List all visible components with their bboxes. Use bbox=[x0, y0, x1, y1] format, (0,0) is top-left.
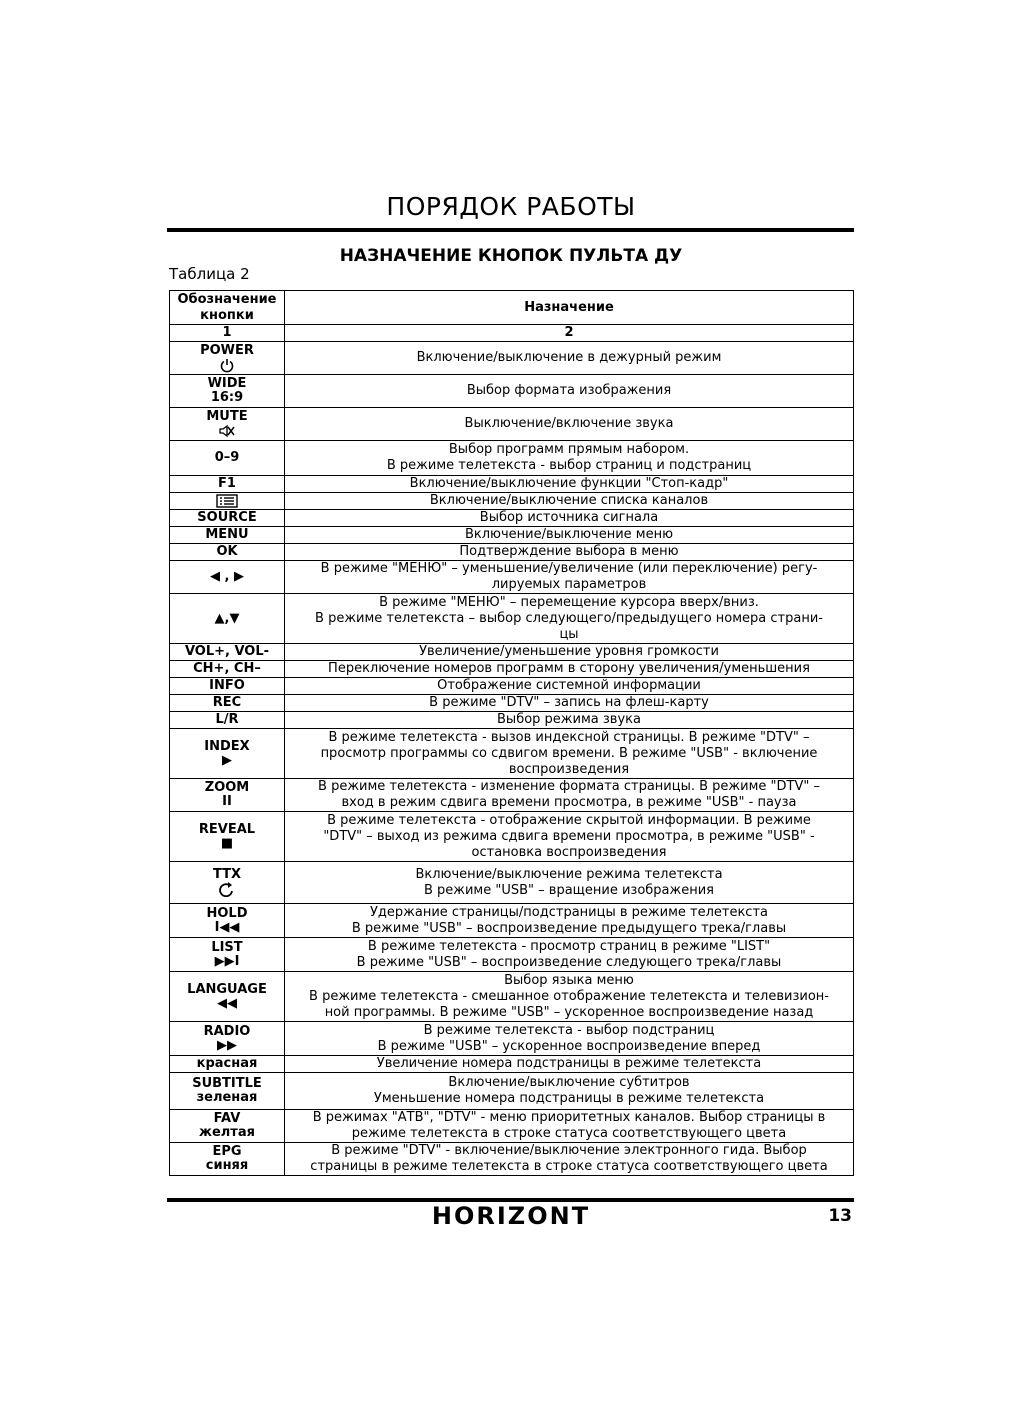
button-purpose: Включение/выключение функции "Стоп-кадр" bbox=[285, 476, 854, 493]
button-purpose: Удержание страницы/подстраницы в режиме телетекста В режиме "USB" – воспроизведение предыдущего трека/главы bbox=[285, 904, 854, 938]
button-label: RADIO bbox=[203, 1023, 251, 1039]
button-designation bbox=[170, 1143, 285, 1176]
button-label: REVEAL bbox=[198, 821, 256, 837]
button-purpose: В режиме "DTV" - включение/выключение электронного гида. Выбор страницы в режиме телетекста в строке статуса соответствующего цвета bbox=[285, 1143, 854, 1176]
button-label: 16:9 bbox=[210, 390, 244, 405]
button-label: WIDE bbox=[207, 376, 247, 391]
button-label: ▶▶ bbox=[217, 1037, 237, 1053]
table-label: Таблица 2 bbox=[169, 265, 250, 283]
table-row bbox=[170, 729, 854, 779]
button-designation bbox=[170, 972, 285, 1022]
table-row bbox=[170, 493, 854, 510]
button-label: 0–9 bbox=[214, 450, 240, 465]
button-label: EPG bbox=[212, 1144, 242, 1159]
button-designation bbox=[170, 712, 285, 729]
table-row bbox=[170, 972, 854, 1022]
table-row bbox=[170, 661, 854, 678]
button-purpose: Увеличение/уменьшение уровня громкости bbox=[285, 644, 854, 661]
button-purpose: В режиме телетекста - вызов индексной страницы. В режиме "DTV" – просмотр программы со сдвигом времени. В режиме "USB" - включение воспроизведения bbox=[285, 729, 854, 779]
button-label: FAV bbox=[213, 1111, 241, 1126]
table-row bbox=[170, 544, 854, 561]
button-designation bbox=[170, 1056, 285, 1073]
button-purpose: В режиме "МЕНЮ" – перемещение курсора вверх/вниз. В режиме телетекста – выбор следующего/предыдущего номера страни- цы bbox=[285, 594, 854, 644]
top-rule bbox=[167, 228, 854, 232]
button-label: LIST bbox=[211, 939, 243, 955]
column-number-1: 1 bbox=[170, 325, 285, 342]
button-label: ◀ , ▶ bbox=[210, 569, 244, 584]
button-label: ■ bbox=[220, 835, 234, 851]
button-purpose: Выбор формата изображения bbox=[285, 375, 854, 408]
button-purpose: Отображение системной информации bbox=[285, 678, 854, 695]
button-purpose: Включение/выключение режима телетекста В режиме "USB" – вращение изображения bbox=[285, 862, 854, 904]
button-label: INDEX bbox=[204, 738, 250, 754]
table-row bbox=[170, 342, 854, 375]
button-purpose: В режиме "DTV" – запись на флеш-карту bbox=[285, 695, 854, 712]
button-purpose: Увеличение номера подстраницы в режиме телетекста bbox=[285, 1056, 854, 1073]
button-label: I◀◀ bbox=[214, 919, 240, 935]
button-label: красная bbox=[196, 1056, 258, 1071]
button-designation bbox=[170, 527, 285, 544]
button-label: LANGUAGE bbox=[187, 981, 267, 997]
button-designation bbox=[170, 904, 285, 938]
table-row bbox=[170, 476, 854, 493]
list-icon bbox=[174, 494, 280, 509]
button-purpose: Выбор режима звука bbox=[285, 712, 854, 729]
button-designation bbox=[170, 695, 285, 712]
button-purpose: В режиме телетекста - выбор подстраниц В режиме "USB" – ускоренное воспроизведение вперед bbox=[285, 1022, 854, 1056]
button-designation bbox=[170, 862, 285, 904]
button-label: POWER bbox=[200, 342, 254, 358]
button-label: VOL+, VOL- bbox=[184, 644, 270, 659]
button-designation bbox=[170, 938, 285, 972]
button-label: L/R bbox=[215, 712, 239, 727]
remote-buttons-table bbox=[169, 290, 853, 1176]
button-designation bbox=[170, 1110, 285, 1143]
button-designation bbox=[170, 493, 285, 510]
button-purpose: В режимах "АТВ", "DTV" - меню приоритетных каналов. Выбор страницы в режиме телетекста в строке статуса соответствующего цвета bbox=[285, 1110, 854, 1143]
table-row bbox=[170, 678, 854, 695]
table-row bbox=[170, 779, 854, 812]
button-label: F1 bbox=[218, 476, 236, 491]
button-label: CH+, CH– bbox=[193, 661, 261, 676]
button-designation bbox=[170, 678, 285, 695]
table-row bbox=[170, 712, 854, 729]
button-purpose: В режиме "МЕНЮ" – уменьшение/увеличение (или переключение) регу- лируемых параметров bbox=[285, 561, 854, 594]
button-designation bbox=[170, 661, 285, 678]
table-row bbox=[170, 441, 854, 476]
button-designation bbox=[170, 408, 285, 441]
table-row bbox=[170, 938, 854, 972]
table-row bbox=[170, 904, 854, 938]
button-designation bbox=[170, 1022, 285, 1056]
mute-icon bbox=[174, 424, 280, 439]
button-label: ◀◀ bbox=[217, 995, 237, 1011]
brand-logo: HORIZONT bbox=[431, 1202, 591, 1230]
button-designation bbox=[170, 1073, 285, 1110]
table-row bbox=[170, 1110, 854, 1143]
button-purpose: Включение/выключение субтитров Уменьшение номера подстраницы в режиме телетекста bbox=[285, 1073, 854, 1110]
button-label: желтая bbox=[199, 1125, 255, 1140]
column-header-purpose: Назначение bbox=[285, 291, 854, 325]
table-row bbox=[170, 1056, 854, 1073]
button-designation bbox=[170, 342, 285, 375]
button-label: OK bbox=[216, 544, 238, 559]
button-designation bbox=[170, 779, 285, 812]
table-row bbox=[170, 1073, 854, 1110]
table-body bbox=[170, 342, 854, 1176]
button-label: синяя bbox=[205, 1158, 249, 1173]
button-label: ZOOM bbox=[204, 780, 250, 795]
page-number: 13 bbox=[828, 1206, 852, 1226]
table-row bbox=[170, 862, 854, 904]
button-designation bbox=[170, 510, 285, 527]
table-row bbox=[170, 644, 854, 661]
button-purpose: В режиме телетекста - изменение формата страницы. В режиме "DTV" – вход в режим сдвига времени просмотра, в режиме "USB" - пауза bbox=[285, 779, 854, 812]
button-designation bbox=[170, 812, 285, 862]
table-row bbox=[170, 812, 854, 862]
button-label: INFO bbox=[209, 678, 245, 693]
button-label: ▲,▼ bbox=[214, 610, 240, 626]
button-designation bbox=[170, 594, 285, 644]
table-row bbox=[170, 510, 854, 527]
button-label: HOLD bbox=[206, 905, 248, 921]
button-label: REC bbox=[212, 695, 242, 710]
column-number-2: 2 bbox=[285, 325, 854, 342]
button-designation bbox=[170, 544, 285, 561]
table-row bbox=[170, 375, 854, 408]
button-label: ▶▶I bbox=[214, 953, 240, 969]
power-icon bbox=[174, 358, 280, 373]
table-row bbox=[170, 1022, 854, 1056]
button-designation bbox=[170, 729, 285, 779]
button-purpose: Выбор языка меню В режиме телетекста - смешанное отображение телетекста и телевизион- ной программы. В режиме "USB" – ускоренное воспроизведение назад bbox=[285, 972, 854, 1022]
table-row bbox=[170, 408, 854, 441]
button-label: II bbox=[222, 794, 232, 809]
column-header-button: Обозначение кнопки bbox=[170, 291, 285, 325]
button-label: TTX bbox=[212, 866, 242, 882]
button-label: зеленая bbox=[196, 1090, 258, 1105]
button-purpose: Включение/выключение списка каналов bbox=[285, 493, 854, 510]
button-designation bbox=[170, 561, 285, 594]
button-purpose: Выбор источника сигнала bbox=[285, 510, 854, 527]
button-purpose: Выключение/включение звука bbox=[285, 408, 854, 441]
button-label: SOURCE bbox=[197, 510, 257, 525]
table-row bbox=[170, 527, 854, 544]
button-purpose: Переключение номеров программ в сторону увеличения/уменьшения bbox=[285, 661, 854, 678]
table-row bbox=[170, 594, 854, 644]
table-row bbox=[170, 695, 854, 712]
rotate-icon bbox=[174, 882, 280, 898]
table-row bbox=[170, 1143, 854, 1176]
table-row bbox=[170, 561, 854, 594]
button-purpose: Подтверждение выбора в меню bbox=[285, 544, 854, 561]
button-purpose: Выбор программ прямым набором. В режиме телетекста - выбор страниц и подстраниц bbox=[285, 441, 854, 476]
button-purpose: Включение/выключение меню bbox=[285, 527, 854, 544]
button-designation bbox=[170, 644, 285, 661]
button-designation bbox=[170, 441, 285, 476]
button-purpose: В режиме телетекста - просмотр страниц в режиме "LIST" В режиме "USB" – воспроизведение следующего трека/главы bbox=[285, 938, 854, 972]
section-title: НАЗНАЧЕНИЕ КНОПОК ПУЛЬТА ДУ bbox=[339, 246, 683, 266]
button-label: ▶ bbox=[222, 752, 232, 768]
button-designation bbox=[170, 476, 285, 493]
button-designation bbox=[170, 375, 285, 408]
button-label: MUTE bbox=[206, 408, 248, 424]
button-label: MENU bbox=[205, 527, 249, 542]
button-label: SUBTITLE bbox=[192, 1076, 262, 1091]
page-title: ПОРЯДОК РАБОТЫ bbox=[386, 192, 636, 221]
button-purpose: В режиме телетекста - отображение скрытой информации. В режиме "DTV" – выход из режима сдвига времени просмотра, в режиме "USB" - остановка воспроизведения bbox=[285, 812, 854, 862]
button-purpose: Включение/выключение в дежурный режим bbox=[285, 342, 854, 375]
